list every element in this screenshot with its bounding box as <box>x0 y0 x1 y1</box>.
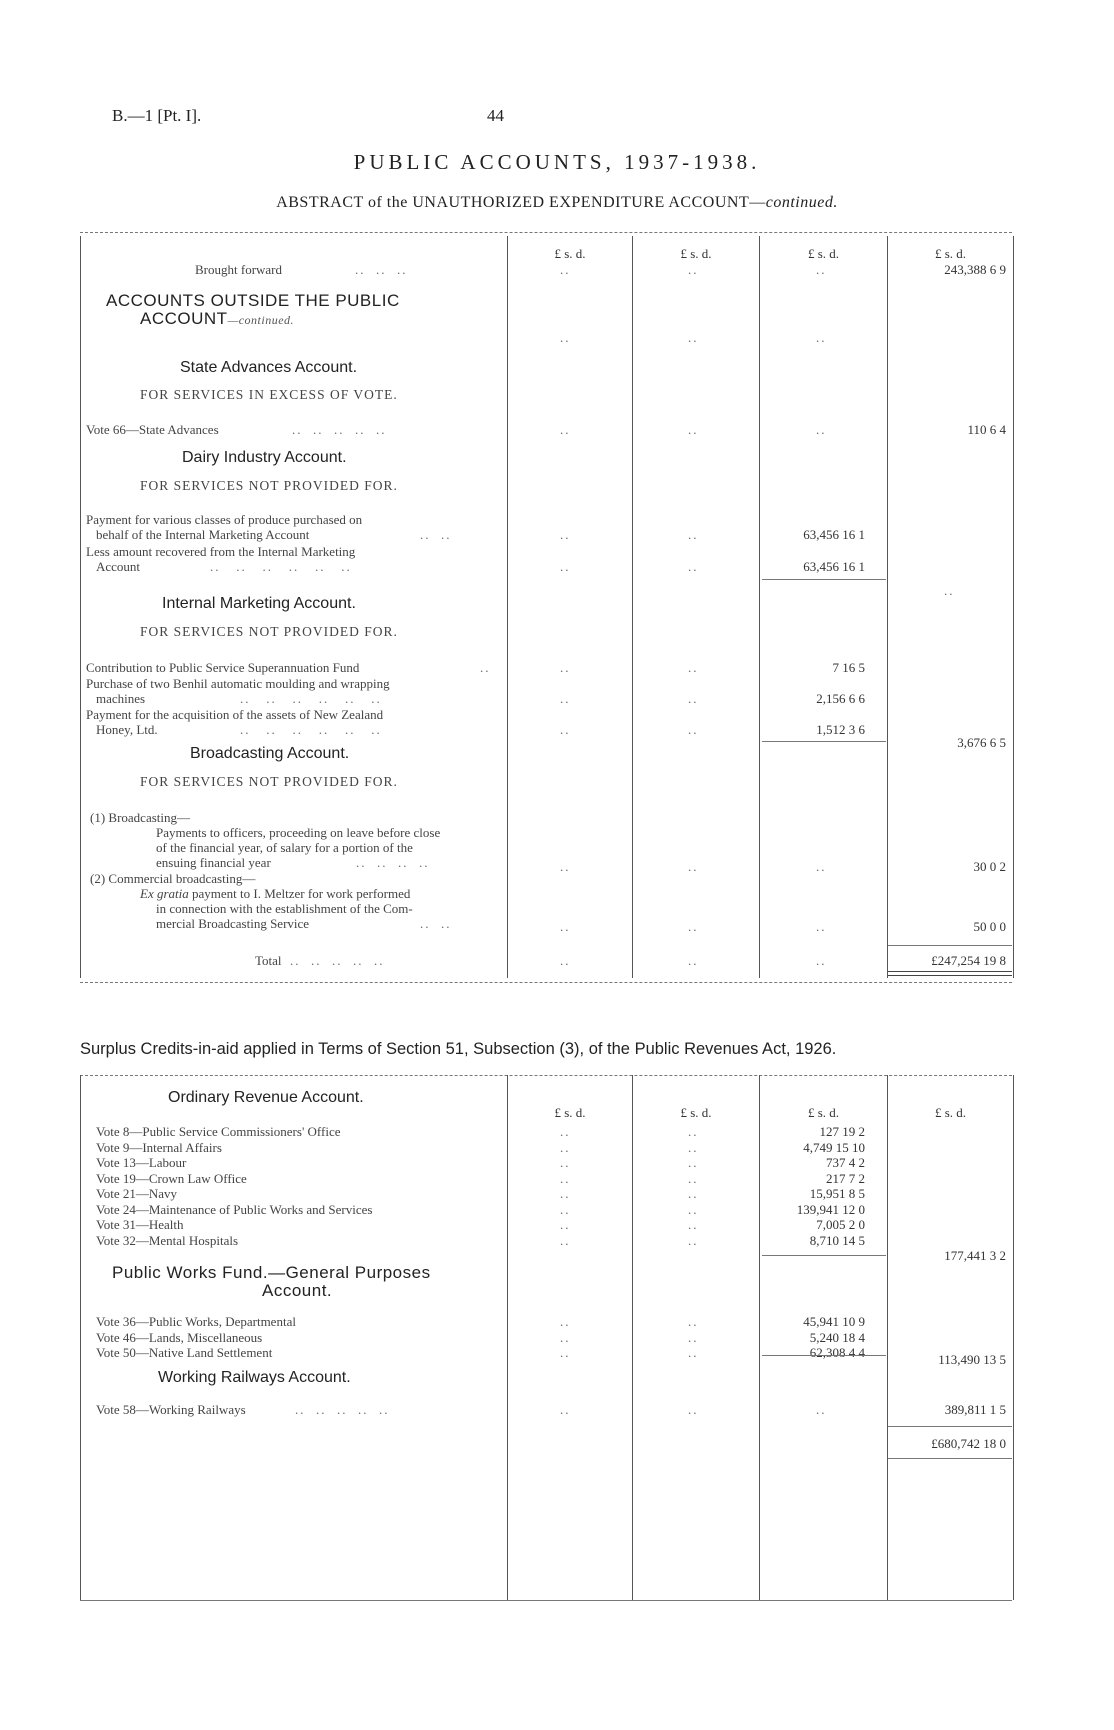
placeholder-dots: .. <box>688 1155 699 1170</box>
placeholder-dots: .. <box>560 1217 571 1232</box>
col-head-3: £ s. d. <box>807 246 840 261</box>
vote-row-label: Vote 24—Maintenance of Public Works and Services <box>96 1201 373 1217</box>
internal-item3-line2: Honey, Ltd. <box>96 722 158 737</box>
total-label: Total <box>255 953 282 968</box>
placeholder-dots: .. <box>688 1170 699 1186</box>
placeholder-dots: .. <box>688 1186 699 1201</box>
dairy-item2-line2: Account <box>96 559 141 574</box>
subtitle-continued: continued. <box>765 194 838 211</box>
t2-col-head-3: £ s. d. <box>807 1105 840 1120</box>
t2-col-head-4: £ s. d. <box>934 1105 967 1120</box>
state-advances-title: State Advances Account. <box>180 359 358 376</box>
placeholder-dots: .. <box>560 1170 571 1186</box>
placeholder-dots: .. <box>560 1201 571 1217</box>
section-title: ACCOUNTS OUTSIDE THE PUBLIC <box>106 291 400 310</box>
placeholder-dots: .. <box>560 1345 571 1360</box>
placeholder-dots: .. <box>560 1329 571 1345</box>
vote-row-label: Vote 50—Native Land Settlement <box>96 1345 273 1360</box>
placeholder-dots: .. <box>560 1314 571 1329</box>
broadcasting-item2-head: (2) Commercial broadcasting— <box>90 871 256 886</box>
t2-col-head-2: £ s. d. <box>680 1105 712 1120</box>
dairy-item1-amount: 63,456 16 1 <box>803 527 865 542</box>
placeholder-dots: .. <box>560 722 571 737</box>
placeholder-dots: .. <box>560 1402 571 1417</box>
placeholder-dots: .. <box>688 1345 699 1360</box>
working-railways-amount: 389,811 1 5 <box>944 1402 1006 1417</box>
dairy-industry-title: Dairy Industry Account. <box>182 449 347 466</box>
placeholder-dots: .. <box>560 527 571 542</box>
leader-dots: .. .. .. .. .. <box>295 1402 390 1417</box>
ordinary-revenue-total: 177,441 3 2 <box>944 1248 1006 1263</box>
placeholder-dots: .. <box>560 919 571 934</box>
placeholder-dots: .. <box>560 559 571 574</box>
page-title: PUBLIC ACCOUNTS, 1937-1938. <box>353 150 761 174</box>
vote-row-label: Vote 36—Public Works, Departmental <box>96 1314 296 1329</box>
placeholder-dots: .. <box>560 953 571 968</box>
broadcasting-item2-amount: 50 0 0 <box>973 919 1006 934</box>
dairy-item2-line1: Less amount recovered from the Internal Marketing <box>86 544 356 559</box>
broadcasting-item2-line2: in connection with the establishment of the Com- <box>156 901 413 916</box>
internal-item1-amount: 7 16 5 <box>832 660 865 675</box>
placeholder-dots: .. <box>688 1124 699 1139</box>
working-railways-item: Vote 58—Working Railways <box>96 1402 246 1417</box>
placeholder-dots: .. <box>688 527 699 542</box>
dairy-item1-line1: Payment for various classes of produce purchased on <box>86 512 363 527</box>
placeholder-dots: .. <box>560 691 571 706</box>
internal-item2-line2: machines <box>96 691 146 706</box>
placeholder-dots: .. <box>816 262 827 277</box>
surplus-grand-total: £680,742 18 0 <box>931 1436 1006 1451</box>
vote-row-label: Vote 9—Internal Affairs <box>96 1139 222 1155</box>
leader-dots: .. .. .. .. .. .. <box>240 691 382 706</box>
vote-row-label: Vote 21—Navy <box>96 1186 178 1201</box>
placeholder-dots: .. <box>688 1217 699 1232</box>
vote-row-amount: 217 7 2 <box>826 1170 865 1186</box>
broadcasting-item2-line1-rest: payment to I. Meltzer for work performed <box>188 886 411 901</box>
brought-forward-label: Brought forward <box>195 262 283 277</box>
internal-marketing-subtitle: FOR SERVICES NOT PROVIDED FOR. <box>140 624 398 639</box>
internal-item3-amount: 1,512 3 6 <box>816 722 865 737</box>
placeholder-dots: .. <box>944 583 955 598</box>
surplus-heading: Surplus Credits-in-aid applied in Terms of Section 51, Subsection (3), of the Public Revenues Act, 1926. <box>80 1040 837 1058</box>
vote-row-label: Vote 13—Labour <box>96 1155 187 1170</box>
col-head-2: £ s. d. <box>680 246 712 261</box>
placeholder-dots: .. <box>560 1186 571 1201</box>
placeholder-dots: .. <box>560 1155 571 1170</box>
vote-row-amount: 45,941 10 9 <box>803 1314 865 1329</box>
document-reference: B.—1 [Pt. I]. <box>112 106 202 125</box>
ex-gratia-text: Ex gratia <box>140 886 189 901</box>
t2-col-head-1: £ s. d. <box>554 1105 586 1120</box>
placeholder-dots: .. <box>816 859 827 874</box>
vote-row-amount: 737 4 2 <box>826 1155 865 1170</box>
placeholder-dots: .. <box>816 1402 827 1417</box>
broadcasting-item1-line1: Payments to officers, proceeding on leave before close <box>156 825 441 840</box>
placeholder-dots: .. <box>816 422 827 437</box>
ordinary-revenue-title: Ordinary Revenue Account. <box>168 1089 364 1106</box>
leader-dots: .. .. .. .. .. <box>290 953 385 968</box>
internal-item2-amount: 2,156 6 6 <box>816 691 865 706</box>
internal-item2-line1: Purchase of two Benhil automatic moulding and wrapping <box>86 676 390 691</box>
broadcasting-item1-amount: 30 0 2 <box>973 859 1006 874</box>
placeholder-dots: .. <box>688 330 699 345</box>
placeholder-dots: .. <box>688 1201 699 1217</box>
vote-row-label: Vote 8—Public Service Commissioners' Office <box>96 1124 341 1139</box>
placeholder-dots: .. <box>560 330 571 345</box>
internal-marketing-title: Internal Marketing Account. <box>162 595 356 612</box>
dairy-industry-subtitle: FOR SERVICES NOT PROVIDED FOR. <box>140 478 398 493</box>
placeholder-dots: .. <box>688 859 699 874</box>
leader-dots: .. <box>480 660 491 675</box>
brought-forward-amount: 243,388 6 9 <box>944 262 1006 277</box>
public-works-title-line2: Account. <box>262 1281 333 1300</box>
leader-dots: .. .. .. .. <box>356 855 430 870</box>
leader-dots: .. .. .. .. .. .. <box>210 559 352 574</box>
broadcasting-item1-line3: ensuing financial year <box>156 855 271 870</box>
leader-dots: .. .. .. <box>355 262 408 277</box>
dairy-item2-amount: 63,456 16 1 <box>803 559 865 574</box>
placeholder-dots: .. <box>560 262 571 277</box>
vote-row-label: Vote 32—Mental Hospitals <box>96 1232 239 1248</box>
placeholder-dots: .. <box>560 859 571 874</box>
leader-dots: .. .. .. .. .. .. <box>240 722 382 737</box>
vote-row-amount: 8,710 14 5 <box>809 1232 865 1248</box>
placeholder-dots: .. <box>560 1124 571 1139</box>
placeholder-dots: .. <box>688 422 699 437</box>
vote-row-amount: 7,005 2 0 <box>816 1217 865 1232</box>
placeholder-dots: .. <box>688 722 699 737</box>
subtitle-main: ABSTRACT of the UNAUTHORIZED EXPENDITURE ACCOUNT— <box>276 194 766 211</box>
placeholder-dots: .. <box>688 953 699 968</box>
placeholder-dots: .. <box>560 660 571 675</box>
public-works-total: 113,490 13 5 <box>938 1352 1006 1367</box>
vote-row-amount: 4,749 15 10 <box>803 1139 865 1155</box>
leader-dots: .. .. <box>420 527 452 542</box>
internal-item1: Contribution to Public Service Superannuation Fund <box>86 660 360 675</box>
vote-row-amount: 139,941 12 0 <box>796 1201 865 1217</box>
internal-marketing-total: 3,676 6 5 <box>957 735 1006 750</box>
placeholder-dots: .. <box>688 1402 699 1417</box>
broadcasting-item1-line2: of the financial year, of salary for a portion of the <box>156 840 413 855</box>
placeholder-dots: .. <box>688 919 699 934</box>
leader-dots: .. .. <box>420 916 452 931</box>
state-advances-amount: 110 6 4 <box>967 422 1006 437</box>
placeholder-dots: .. <box>816 953 827 968</box>
vote-row-label: Vote 46—Lands, Miscellaneous <box>96 1329 263 1345</box>
page-number: 44 <box>487 106 504 125</box>
placeholder-dots: .. <box>688 262 699 277</box>
placeholder-dots: .. <box>688 1232 699 1248</box>
broadcasting-title: Broadcasting Account. <box>190 745 350 762</box>
state-advances-item: Vote 66—State Advances <box>86 422 219 437</box>
vote-row-label: Vote 19—Crown Law Office <box>96 1170 247 1186</box>
placeholder-dots: .. <box>816 330 827 345</box>
vote-row-amount: 127 19 2 <box>819 1124 865 1139</box>
broadcasting-subtitle: FOR SERVICES NOT PROVIDED FOR. <box>140 774 398 789</box>
placeholder-dots: .. <box>688 660 699 675</box>
internal-item3-line1: Payment for the acquisition of the assets of New Zealand <box>86 707 384 722</box>
placeholder-dots: .. <box>688 691 699 706</box>
placeholder-dots: .. <box>560 1139 571 1155</box>
section-title-account: ACCOUNT <box>140 309 228 328</box>
placeholder-dots: .. <box>560 1232 571 1248</box>
section-title-continued: —continued. <box>227 313 295 327</box>
vote-row-amount: 15,951 8 5 <box>809 1186 865 1201</box>
vote-row-amount: 5,240 18 4 <box>809 1329 865 1345</box>
working-railways-title: Working Railways Account. <box>158 1369 351 1386</box>
placeholder-dots: .. <box>688 1329 699 1345</box>
col-head-1: £ s. d. <box>554 246 586 261</box>
placeholder-dots: .. <box>688 559 699 574</box>
placeholder-dots: .. <box>688 1314 699 1329</box>
broadcasting-item1-head: (1) Broadcasting— <box>90 810 191 825</box>
dairy-item1-line2: behalf of the Internal Marketing Account <box>96 527 310 542</box>
state-advances-subtitle: FOR SERVICES IN EXCESS OF VOTE. <box>140 387 398 402</box>
grand-total-amount: £247,254 19 8 <box>931 953 1006 968</box>
broadcasting-item2-line3: mercial Broadcasting Service <box>156 916 310 931</box>
vote-row-label: Vote 31—Health <box>96 1217 184 1232</box>
leader-dots: .. .. .. .. .. <box>292 422 387 437</box>
placeholder-dots: .. <box>688 1139 699 1155</box>
col-head-4: £ s. d. <box>934 246 967 261</box>
vote-row-amount: 62,308 4 4 <box>809 1345 865 1360</box>
placeholder-dots: .. <box>560 422 571 437</box>
placeholder-dots: .. <box>816 919 827 934</box>
public-works-title: Public Works Fund.—General Purposes <box>112 1263 431 1282</box>
